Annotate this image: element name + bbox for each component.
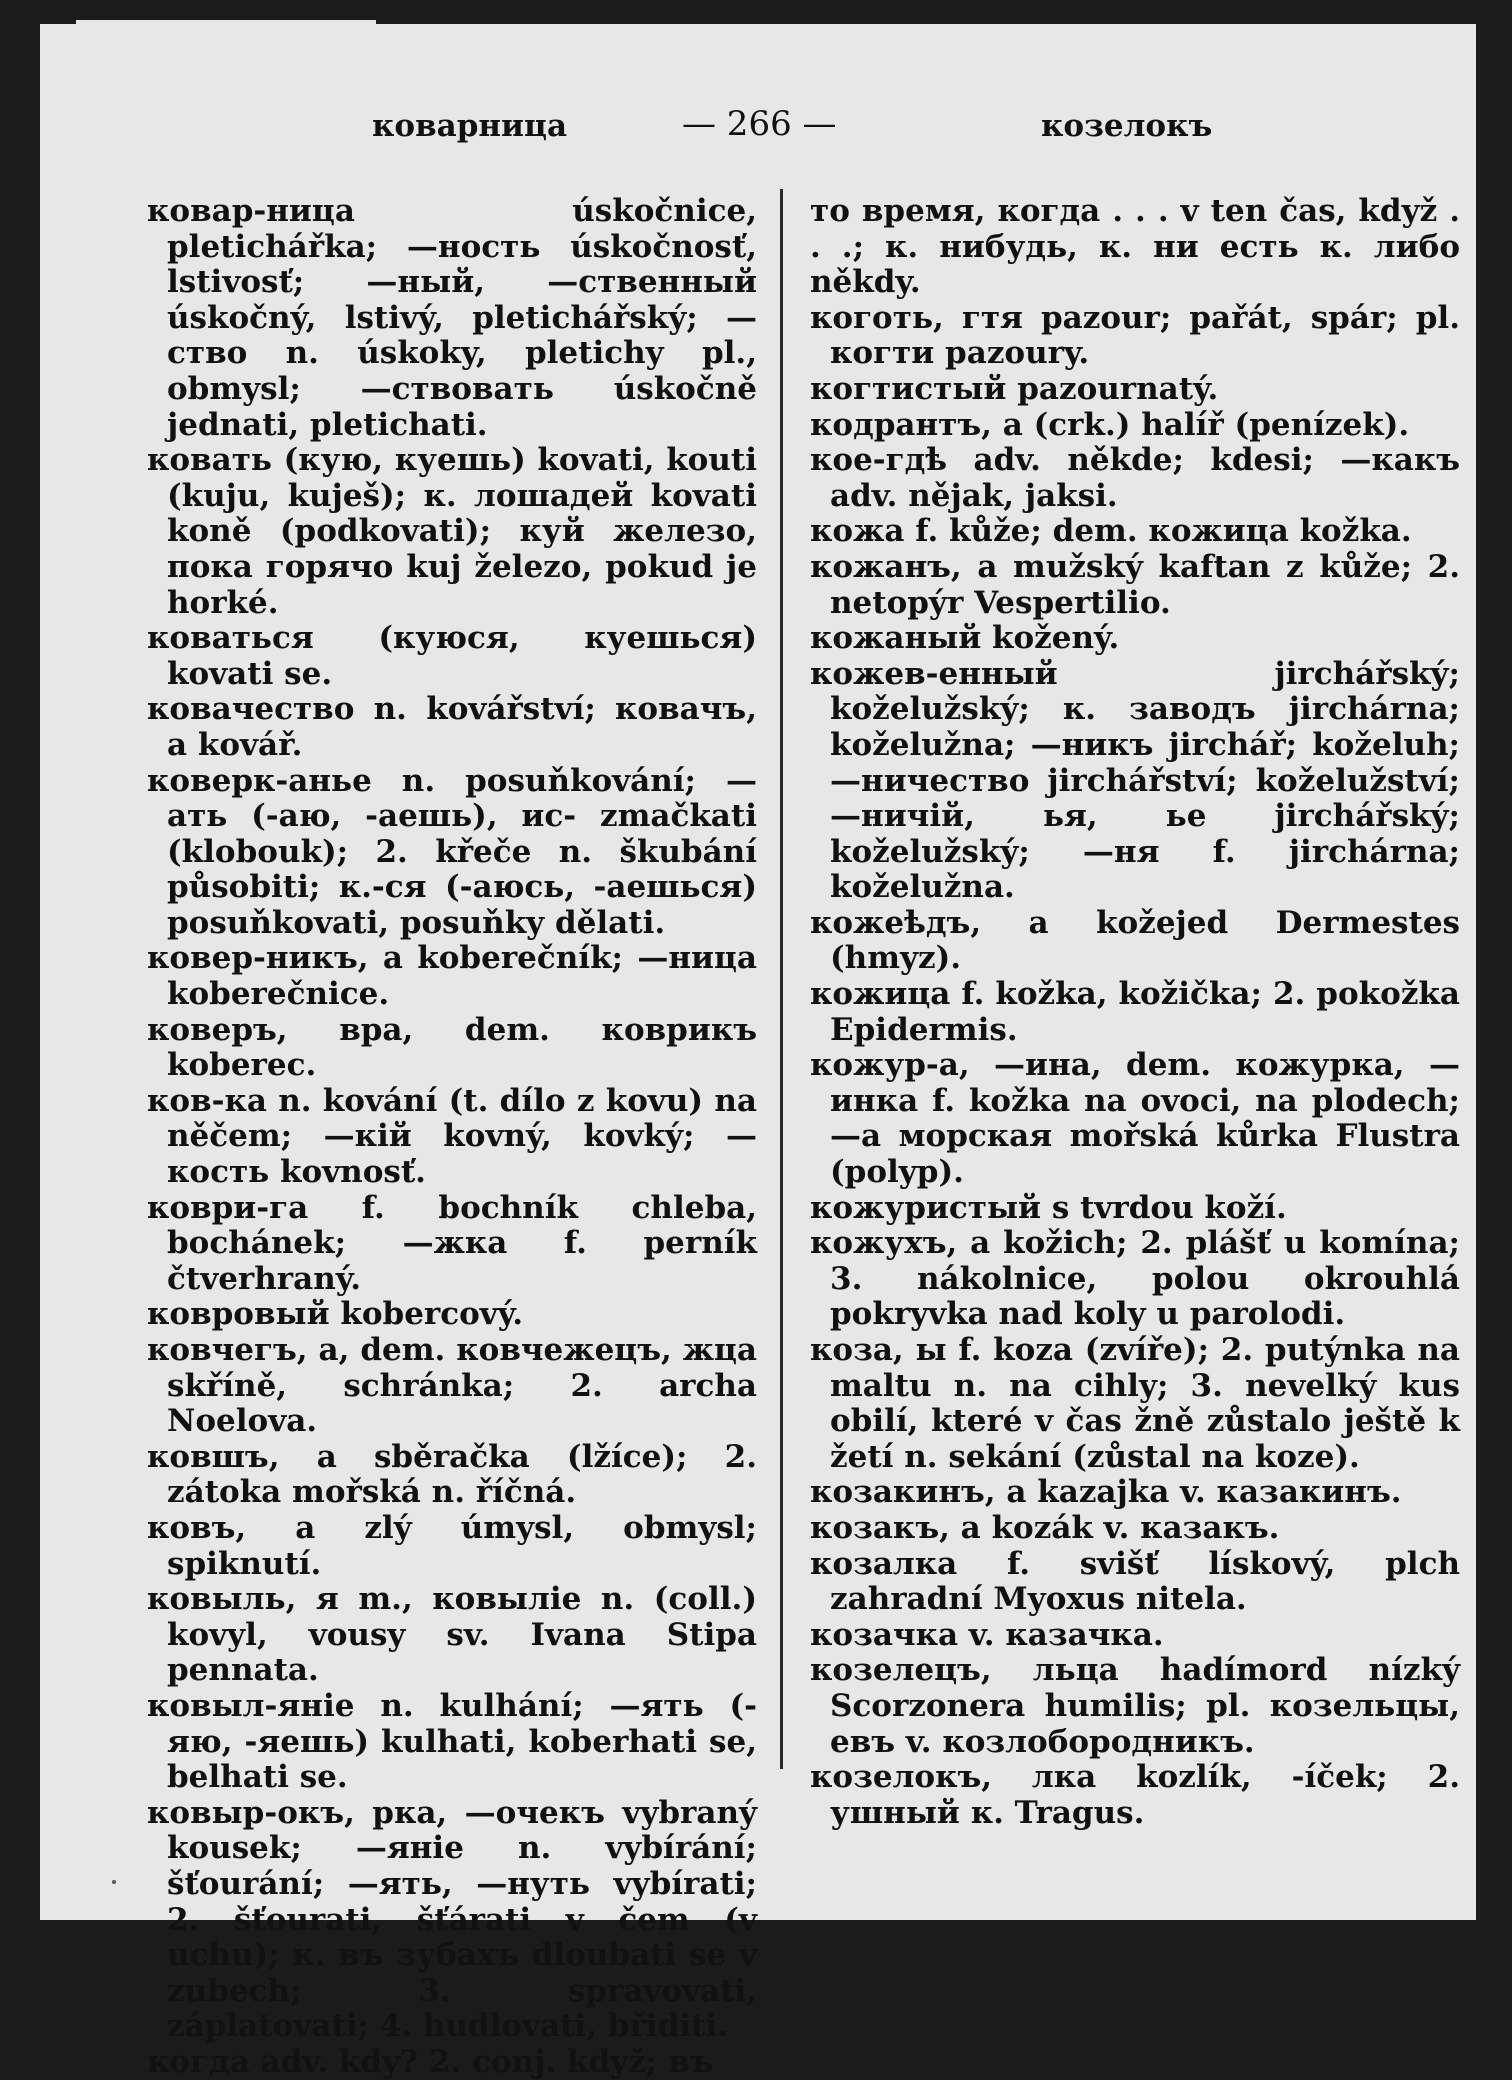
page-number: — 266 — [682,104,837,144]
right-column [810,194,1460,1831]
dictionary-entry: ков-ка n. kování (t. dílo z kovu) na něčem; —кій kovný, kovký; —кость kovnosť. [147,1082,757,1191]
header-left-guide-word: коварница [372,108,568,144]
column-divider [780,189,783,1769]
dictionary-entry: кодрантъ, а (crk.) halíř (penízek). [810,406,1410,443]
paper-speck [112,1880,116,1884]
dictionary-entry: кожаный kožený. [810,620,1120,657]
left-column [147,194,757,2080]
dictionary-entry: ковер-никъ, а koberečník; —ница koberečnice. [147,940,757,1013]
dictionary-entry: коза, ы f. koza (zvíře); 2. putýnka na maltu n. na cihly; 3. nevelký kus obilí, které v čas žně zůstalo ještě k žetí n. sekání (zůstal na koze). [810,1332,1460,1475]
dictionary-entry: ковчегъ, а, dem. ковчежецъ, жца skříně, schránka; 2. archa Noelova. [147,1332,757,1440]
dictionary-entry: козелецъ, льца hadímord nízký Scorzonera humilis; pl. козельцы, евъ v. козлобородникъ. [810,1652,1460,1760]
dictionary-entry: ковъ, а zlý úmysl, obmysl; spiknutí. [147,1509,757,1582]
dictionary-entry: коври-га f. bochník chleba, bochánek; —жка f. perník čtverhraný. [147,1189,757,1297]
dictionary-entry: кожухъ, а kožich; 2. plášť u komína; 3. nákolnice, polou okrouhlá pokryvka nad koly u parolodi. [810,1225,1460,1333]
dictionary-entry: коверк-анье n. posuňkování; —ать (-аю, -аешь), ис- zmačkati (klobouk); 2. křeče n. škubání působiti; к.-ся (-аюсь, -аешься) posuňkovati, posuňky dělati. [147,762,757,941]
dictionary-entry: ковать (кую, куешь) kovati, kouti (kuju, kuješ); к. лошадей kovati koně (podkovati); куй железо, пока горячо kuj železo, pokud je horké. [147,442,757,621]
dictionary-entry: козалка f. svišť lískový, plch zahradní Myoxus nitela. [810,1545,1460,1618]
dictionary-entry: ковыр-окъ, рка, —очекъ vybraný kousek; —янie n. vybírání; šťourání; —ять, —нуть vybírati; 2. šťourati, šťárati v čem (v uchu); к. въ зубахъ dloubati se v zubech; 3. spravovati, záplatovati; 4. hudlovati, břiditi. [147,1794,757,2045]
dictionary-entry: кожев-енный jirchářský; koželužský; к. заводъ jirchárna; koželužna; —никъ jirchář; koželuh; —ничество jirchářství; koželužství; —ничій, ья, ье jirchářský; koželužský; —ня f. jirchárna; koželužna. [810,655,1460,906]
dictionary-entry: коваться (куюся, куешься) kovati se. [147,620,757,692]
dictionary-entry: то время, когда . . . v ten čas, když . . .; к. нибудь, к. ни есть к. либо někdy. [810,193,1460,301]
dictionary-entry: когда adv. kdy? 2. conj. když; въ [147,2043,714,2080]
dictionary-entry: когтистый pazournatý. [810,370,1219,407]
dictionary-entry: ковыл-янie n. kulhání; —ять (-яю, -яешь) kulhati, koberhati se, belhati se. [147,1687,757,1796]
dictionary-page [40,24,1476,2080]
dictionary-entry: козакинъ, а kazajka v. казакинъ. [810,1474,1402,1511]
dictionary-entry: кожуристый s tvrdou koží. [810,1189,1287,1226]
dictionary-entry: ковыль, я m., ковылie n. (coll.) kovyl, vousy sv. Ivana Stipa pennata. [147,1581,757,1689]
dictionary-entry: ковар-ница úskočnice, pletichářka; —ность úskočnosť, lstivosť; —ный, —ственный úskočný, lstivý, pletichářský; —ство n. úskoky, pletichy pl., obmysl; —ствовать úskočně jednati, pletichati. [147,193,757,443]
dictionary-entry: кожур-а, —ина, dem. кожурка, —инка f. kožka na ovoci, na plodech; —а морская mořská kůrka Flustra (polyp). [810,1047,1460,1191]
dictionary-entry: козелокъ, лка kozlík, -íček; 2. ушный к. Tragus. [810,1759,1460,1831]
header-right-guide-word: козелокъ [1041,108,1213,144]
page-header [40,104,1476,158]
dictionary-entry: коверъ, вра, dem. коврикъ koberec. [147,1011,757,1084]
dictionary-entry: ковшъ, а sběračka (lžíce); 2. zátoka mořská n. říčná. [147,1438,757,1511]
dictionary-entry: ковачество n. kovářství; ковачъ, а kovář. [147,691,757,763]
dictionary-entry: кожица f. kožka, kožička; 2. pokožka Epidermis. [810,976,1460,1048]
dictionary-entry: козачка v. казачка. [810,1616,1164,1653]
dictionary-entry: ковровый kobercový. [147,1296,524,1333]
dictionary-entry: кожа f. kůže; dem. кожица kožka. [810,513,1412,550]
dictionary-entry: кожеѣдъ, а kožejed Dermestes (hmyz). [810,904,1460,977]
dictionary-entry: кое-гдѣ adv. někde; kdesi; —какъ adv. nějak, jaksi. [810,442,1460,514]
dictionary-entry: коготь, гтя pazour; pařát, spár; pl. когти pazoury. [810,299,1460,372]
dictionary-entry: кожанъ, а mužský kaftan z kůže; 2. netopýr Vespertilio. [810,548,1460,621]
dictionary-entry: козакъ, а kozák v. казакъ. [810,1509,1280,1546]
